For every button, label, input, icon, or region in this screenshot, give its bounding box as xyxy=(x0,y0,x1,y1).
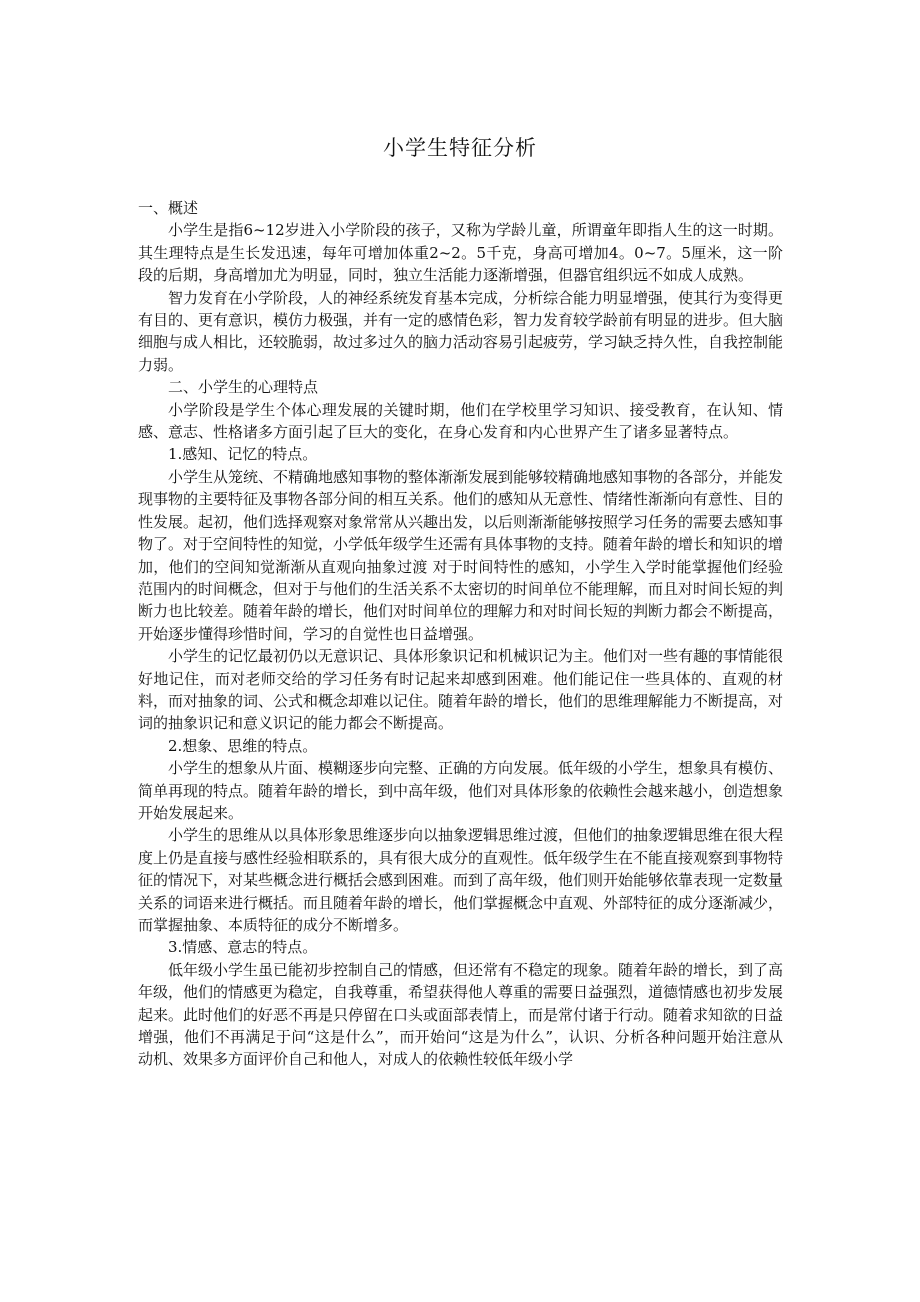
paragraph-thinking: 小学生的思维从以具体形象思维逐步向以抽象逻辑思维过渡，但他们的抽象逻辑思维在很大程度上仍是直接与感性经验相联系的，具有很大成分的直观性。低年级学生在不能直接观察到事物特征的情况下，对某些概念进行概括会感到困难。而到了高年级，他们则开始能够依靠表现一定数量关系的词语来进行概括。而且随着年龄的增长，他们掌握概念中直观、外部特征的成分逐渐减少，而掌握抽象、本质特征的成分不断增多。 xyxy=(138,826,784,934)
paragraph-psychology-intro: 小学阶段是学生个体心理发展的关键时期，他们在学校里学习知识、接受教育，在认知、情感、意志、性格诸多方面引起了巨大的变化，在身心发育和内心世界产生了诸多显著特点。 xyxy=(138,400,783,442)
paragraph-memory: 小学生的记忆最初仍以无意识记、具体形象识记和机械识记为主。他们对一些有趣的事情能很好地记住，而对老师交给的学习任务有时记起来却感到困难。他们能记住一些具体的、直观的材料，而对抽象的词、公式和概念却难以记住。随着年龄的增长，他们的思维理解能力不断提高，对词的抽象识记和意义识记的能力都会不断提高。 xyxy=(138,647,784,733)
section-heading-overview: 一、概述 xyxy=(138,199,199,217)
paragraph-definition: 小学生是指6~12岁进入小学阶段的孩子，又称为学龄儿童，所谓童年即指人生的这一时期。其生理特点是生长发迅速，每年可增加体重2~2。5千克，身高可增加4。0~7。5厘米，这一阶段的后期，身高增加尤为明显，同时，独立生活能力逐渐增强，但器官组织远不如成人成熟。 xyxy=(138,221,783,285)
paragraph-emotion: 低年级小学生虽已能初步控制自己的情感，但还常有不稳定的现象。随着年龄的增长，到了高年级，他们的情感更为稳定，自我尊重，希望获得他人尊重的需要日益强烈，道德情感也初步发展起来。此时他们的好恶不再是只停留在口头或面部表情上，而是常付诸于行动。随着求知欲的日益增强，他们不再满足于问“这是什么”，而开始问“这是为什么”，认识、分析各种问题开始注意从动机、效果多方面评价自己和他人，对成人的依赖性较低年级小学 xyxy=(138,960,784,1069)
paragraph-imagination: 小学生的想象从片面、模糊逐步向完整、正确的方向发展。低年级的小学生，想象具有模仿、简单再现的特点。随着年龄的增长，到中高年级，他们对具体形象的依赖性会越来越小，创造想象开始发展起来。 xyxy=(138,759,784,822)
subheading-imagination-thinking: 2.想象、思维的特点。 xyxy=(168,736,318,755)
paragraph-perception: 小学生从笼统、不精确地感知事物的整体渐渐发展到能够较精确地感知事物的各部分，并能发现事物的主要特征及事物各部分间的相互关系。他们的感知从无意性、情绪性渐渐向有意性、目的性发展。起初，他们选择观察对象常常从兴趣出发，以后则渐渐能够按照学习任务的需要去感知事物了。对于空间特性的知觉，小学低年级学生还需有具体事物的支持。随着年龄的增长和知识的增加，他们的空间知觉渐渐从直观向抽象过渡 对于时间特性的感知，小学生入学时能掌握他们经验范围内的时间概念，但对于与他们的生活关系不太密切的时间单位不能理解，而且对时间长短的判断力也比较差。随着年龄的增长，他们对时间单位的理解力和对时间长短的判断力都会不断提高，开始逐步懂得珍惜时间，学习的自觉性也日益增强。 xyxy=(138,467,784,643)
section-heading-psychology: 二、小学生的心理特点 xyxy=(168,378,319,397)
paragraph-intellect: 智力发育在小学阶段，人的神经系统发育基本完成，分析综合能力明显增强，使其行为变得更有目的、更有意识，模仿力极强，并有一定的感情色彩，智力发育较学龄前有明显的进步。但大脑细胞与成人相比，还较脆弱，故过多过久的脑力活动容易引起疲劳，学习缺乏持久性，自我控制能力弱。 xyxy=(138,288,784,374)
subheading-perception-memory: 1.感知、记忆的特点。 xyxy=(168,445,318,464)
document-title: 小学生特征分析 xyxy=(383,136,537,160)
subheading-emotion-will: 3.情感、意志的特点。 xyxy=(168,938,318,957)
document-body xyxy=(138,197,783,1071)
